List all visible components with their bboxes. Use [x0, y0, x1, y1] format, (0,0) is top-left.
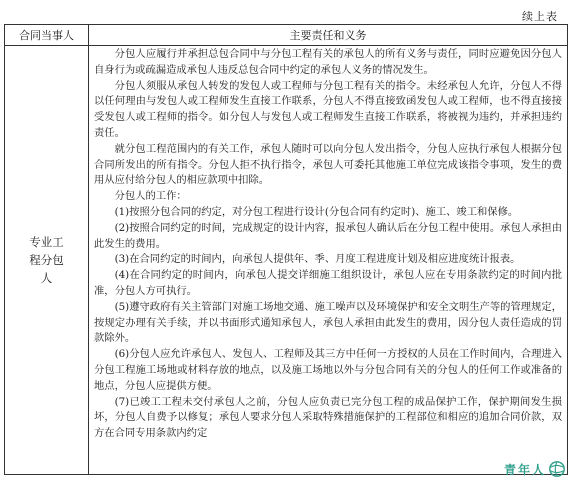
duty-paragraph: 就分包工程范围内的有关工作，承包人随时可以向分包人发出指令，分包人应执行承包人根据分包合同所发出的所有指令。分包人拒不执行指令，承包人可委托其他施工单位完成该指令事项，发生的费用从应付给分包人的相应款项中扣除。 — [94, 142, 562, 187]
duties-cell — [89, 46, 568, 475]
watermark-text: 青年人 — [503, 462, 546, 477]
duty-paragraph: (4)在合同约定的时间内，向承包人提交详细施工组织设计，承包人应在专用条款约定的时间内批准，分包人方可执行。 — [94, 269, 562, 297]
duty-paragraph: (1)按照分包合同的约定，对分包工程进行设计(分包合同有约定时)、施工、竣工和保修。 — [114, 205, 519, 218]
table-row — [5, 46, 568, 475]
duty-paragraph: (5)遵守政府有关主管部门对施工场地交通、施工噪声以及环境保护和安全文明生产等的管理规定，按规定办理有关手续，并以书面形式通知承包人，承包人承担由此发生的费用，因分包人责任造成的罚款除外。 — [94, 300, 562, 345]
party-column-header: 合同当事人 — [5, 25, 89, 46]
table-header-row — [5, 25, 568, 46]
duty-paragraph: 分包人的工作： — [114, 190, 187, 203]
party-cell — [5, 46, 89, 475]
contract-obligations-table — [4, 24, 568, 475]
duty-paragraph: (7)已竣工工程未交付承包人之前，分包人应负责已完分包工程的成品保护工作，保护期间发生损坏，分包人自费予以修复；承包人要求分包人采取特殊措施保护的工程部位和相应的追加合同价款，双方在合同专用条款内约定 — [94, 395, 562, 440]
duty-paragraph: (6)分包人应允许承包人、发包人、工程师及其三方中任何一方授权的人员在工作时间内，合理进入分包工程施工场地或材料存放的地点，以及施工场地以外与分包合同有关的分包人的任何工作或准备的地点，分包人应提供方便。 — [94, 348, 562, 392]
party-name: 专业工程分包人 — [29, 235, 64, 285]
duty-paragraph: 分包人须服从承包人转发的发包人或工程师与分包工程有关的指令。未经承包人允许，分包人不得以任何理由与发包人或工程师发生直接工作联系，分包人不得直接致函发包人或工程师，也不得直接接受发包人或工程师的指令。如分包人与发包人或工程师发生直接工作联系，将被视为违约，并承担违约责任。 — [94, 79, 562, 139]
duties-column-header: 主要责任和义务 — [89, 25, 568, 46]
watermark — [504, 460, 566, 478]
duty-paragraph: 分包人应履行并承担总包合同中与分包工程有关的承包人的所有义务与责任，同时应避免因分包人自身行为或疏漏造成承包人违反总包合同中约定的承包人义务的情况发生。 — [94, 48, 562, 76]
continued-table-note: 续上表 — [522, 10, 558, 23]
duty-paragraph: (3)在合同约定的时间内，向承包人提供年、季、月度工程进度计划及相应进度统计报表。 — [114, 253, 521, 266]
globe-logo-icon — [548, 460, 566, 478]
duty-paragraph: (2)按照合同约定的时间，完成规定的设计内容，报承包人确认后在分包工程中使用。承包人承担由此发生的费用。 — [94, 221, 562, 250]
